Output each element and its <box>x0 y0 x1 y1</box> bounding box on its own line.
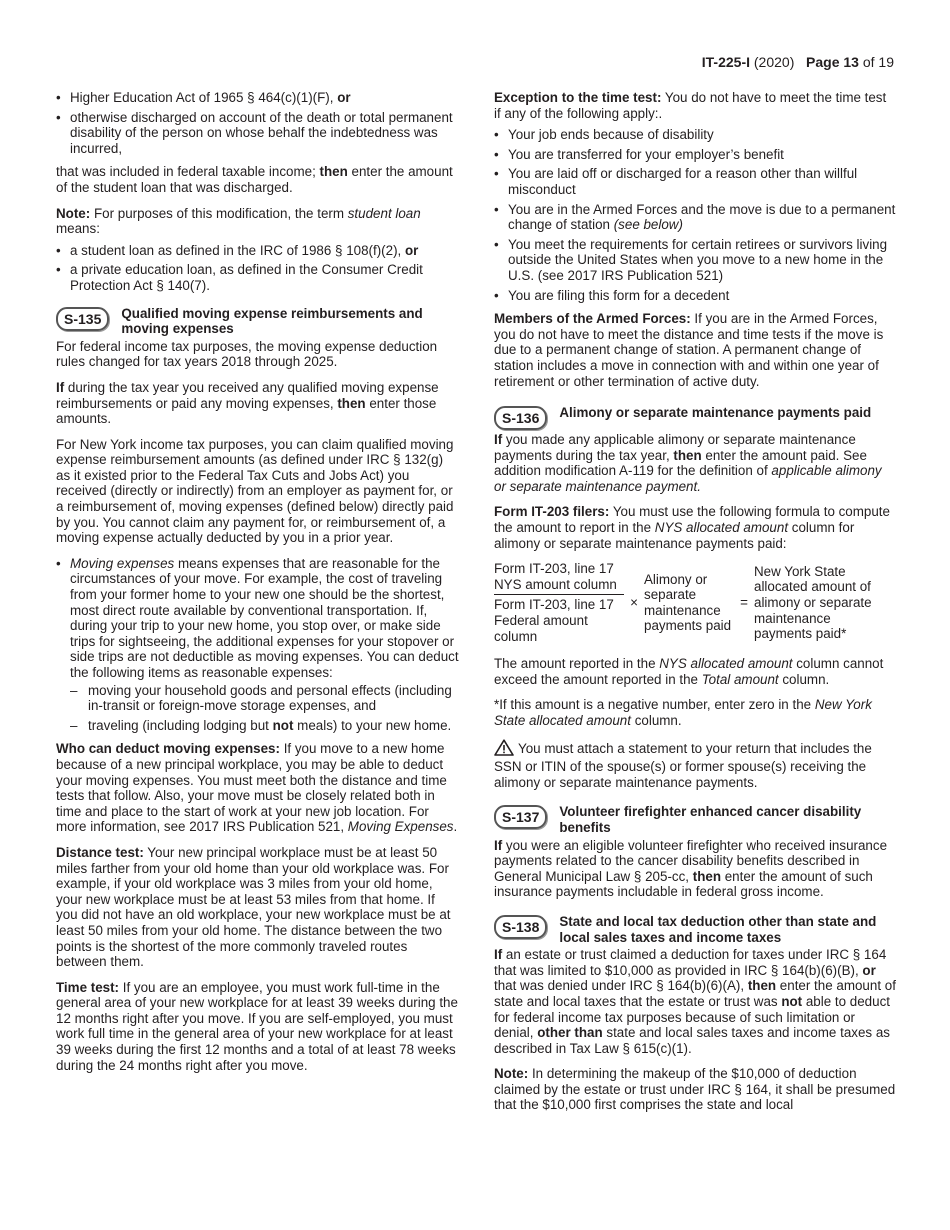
section-header-s136 <box>494 405 896 430</box>
list-item: • You are filing this form for a decedent <box>494 288 896 304</box>
paragraph: If you made any applicable alimony or separate maintenance payments during the tax year, then enter the amount paid. See addition modification A-119 for the definition of applicable alimony or separate maintenance payment. <box>494 432 882 494</box>
warning-note: You must attach a statement to your return that includes the SSN or ITIN of the spouse(s) or former spouse(s) receiving the alimony or separate maintenance payments. <box>494 740 872 790</box>
fraction-denominator: Form IT-203, line 17 Federal amount column <box>494 597 614 644</box>
loan-bullets <box>56 243 460 294</box>
section-badge: S-137 <box>494 805 547 829</box>
paragraph-armed-forces: Members of the Armed Forces: If you are in the Armed Forces, you do not have to meet the distance and time tests if the move is due to a permanent change of station. A permanent change of station includes a move in connection with and within one year of retirement or other termination of active duty. <box>494 311 884 389</box>
form-id: IT-225-I <box>701 54 750 70</box>
note-student-loan: Note: For purposes of this modification, the term student loan means: <box>56 205 421 237</box>
paragraph-time-test: Time test: If you are an employee, you must work full-time in the general area of your new workplace for at least 39 weeks during the 12 months right after you move. If you are self-employed, you must work full time in the general area of your new workplace for at least 39 weeks during the first 12 months and a total of at least 78 weeks during the 24 months right after you move. <box>56 979 458 1073</box>
formula-result: New York State allocated amount of alimony or separate maintenance payments paid* <box>754 563 872 642</box>
section-badge: S-135 <box>56 307 109 331</box>
section-title: State and local tax deduction other than state and local sales taxes and income taxes <box>559 913 877 945</box>
paragraph-distance-test: Distance test: Your new principal workplace must be at least 50 miles farther from your old home than your old workplace was. For example, if your old workplace was 3 miles from your old home, your new workplace must be at least 53 miles from that home. If you did not have an old workplace, your new workplace must be at least 50 miles from your old home. The distance between the two points is the shortest of the more commonly traveled routes between them. <box>56 844 451 970</box>
list-item: • otherwise discharged on account of the death or total permanent disability of the person on whose behalf the indebtedness was incurred, <box>56 110 460 157</box>
paragraph: The amount reported in the NYS allocated amount column cannot exceed the amount reported in the Total amount column. <box>494 656 884 687</box>
right-column <box>494 90 896 1123</box>
paragraph-it203: Form IT-203 filers: You must use the following formula to compute the amount to report in the NYS allocated amount column for alimony or separate maintenance payments paid: <box>494 504 890 551</box>
list-item: • a private education loan, as defined in the Consumer Credit Protection Act § 140(7). <box>56 262 460 293</box>
moving-expenses-bullets <box>56 556 460 734</box>
discharge-bullets <box>56 90 460 156</box>
page-of: of 19 <box>862 54 894 70</box>
paragraph: For New York income tax purposes, you can claim qualified moving expense reimbursement amounts (as defined under IRC § 132(g) as it existed prior to the Federal Tax Cuts and Jobs Act) you received (directly or indirectly) from an employer as payment for, or a reimbursement of, moving expenses (defined below) directly paid by you. You cannot claim any payment for, or reimbursement of, a moving expense actually deducted by you in a prior year. <box>56 436 454 546</box>
section-title: Volunteer firefighter enhanced cancer disability benefits <box>559 804 862 835</box>
list-item: • You are in the Armed Forces and the move is due to a permanent change of station (see below) <box>494 202 896 233</box>
fraction-numerator: Form IT-203, line 17 NYS amount column <box>494 561 624 595</box>
left-column <box>56 90 460 1083</box>
paragraph-footnote: *If this amount is a negative number, enter zero in the New York State allocated amount column. <box>494 697 872 728</box>
paragraph: If you were an eligible volunteer firefighter who received insurance payments related to the cancer disability benefits described in General Municipal Law § 205-cc, then enter the amount of such insurance payments includable in federal gross income. <box>494 837 888 900</box>
page-header <box>702 54 894 70</box>
list-item: • You are transferred for your employer’s benefit <box>494 147 896 163</box>
list-item: • Moving expenses means expenses that are reasonable for the circumstances of your move. For example, the cost of traveling from your former home to your new one should be the shortest, most direct route available by conventional transportation. If, during your trip to your new home, you stop over, or make side trips for sightseeing, the additional expenses for your stopover or side trips are not deductible as moving expenses. You can deduct the following items as reasonable expenses: – moving your household goods and personal effects (including in-transit or foreign-move storage expenses, and – traveling (including lodging but not meals) to your new home. <box>56 556 460 734</box>
list-item: • a student loan as defined in the IRC of 1986 § 108(f)(2), or <box>56 243 460 259</box>
equals-sign: = <box>740 594 748 610</box>
list-item: – traveling (including lodging but not meals) to your new home. <box>70 718 460 734</box>
times-sign: × <box>630 594 638 610</box>
section-header-s138 <box>494 914 896 945</box>
formula-fraction <box>494 561 624 644</box>
paragraph: For federal income tax purposes, the moving expense deduction rules changed for tax years 2018 through 2025. <box>56 338 438 370</box>
list-item: • Higher Education Act of 1965 § 464(c)(1)(F), or <box>56 90 460 106</box>
exception-bullets <box>494 127 896 303</box>
section-header-s137 <box>494 804 896 835</box>
list-item: • Your job ends because of disability <box>494 127 896 143</box>
paragraph: If during the tax year you received any qualified moving expense reimbursements or paid any moving expenses, then enter those amounts. <box>56 379 439 427</box>
list-item: – moving your household goods and personal effects (including in-transit or foreign-move storage expenses, and <box>70 683 460 714</box>
allocation-formula <box>494 561 896 644</box>
paragraph-included: that was included in federal taxable income; then enter the amount of the student loan that was discharged. <box>56 164 453 195</box>
section-title: Qualified moving expense reimbursements and moving expenses <box>121 305 423 337</box>
paragraph: If an estate or trust claimed a deduction for taxes under IRC § 164 that was limited to $10,000 as provided in IRC § 164(b)(6)(B), or that was denied under IRC § 164(b)(6)(A), then enter the amount of state and local taxes that the estate or trust was not able to deduct for federal income tax purposes because of such limitation or denial, other than state and local sales taxes and income taxes as described in Tax Law § 615(c)(1). <box>494 947 896 1056</box>
page-label: Page <box>806 54 840 70</box>
section-header-s135 <box>56 306 460 337</box>
formula-middle-term: Alimony or separate maintenance payments paid <box>644 571 732 634</box>
paragraph-exception: Exception to the time test: You do not have to meet the time test if any of the following apply:. <box>494 90 887 121</box>
warning-icon <box>494 739 514 760</box>
paragraph-who-can-deduct: Who can deduct moving expenses: If you move to a new home because of a new principal workplace, you may be able to deduct your moving expenses. You must meet both the distance and time tests that follow. Also, your move must be closely related both in time and place to the start of work at your new job location. For more information, see 2017 IRS Publication 521, Moving Expenses. <box>56 741 458 835</box>
form-year: (2020) <box>753 54 795 70</box>
list-item: • You meet the requirements for certain retirees or survivors living outside the United States when you move to a new home in the U.S. (see 2017 IRS Publication 521) <box>494 237 896 284</box>
section-badge: S-138 <box>494 915 547 939</box>
section-badge: S-136 <box>494 406 547 430</box>
paragraph-note: Note: In determining the makeup of the $10,000 of deduction claimed by the estate or trust under IRC § 164, it shall be presumed that the $10,000 first comprises the state and local <box>494 1066 896 1113</box>
section-title: Alimony or separate maintenance payments paid <box>559 405 872 421</box>
list-item: • You are laid off or discharged for a reason other than willful misconduct <box>494 166 896 197</box>
page-number: 13 <box>843 54 859 70</box>
